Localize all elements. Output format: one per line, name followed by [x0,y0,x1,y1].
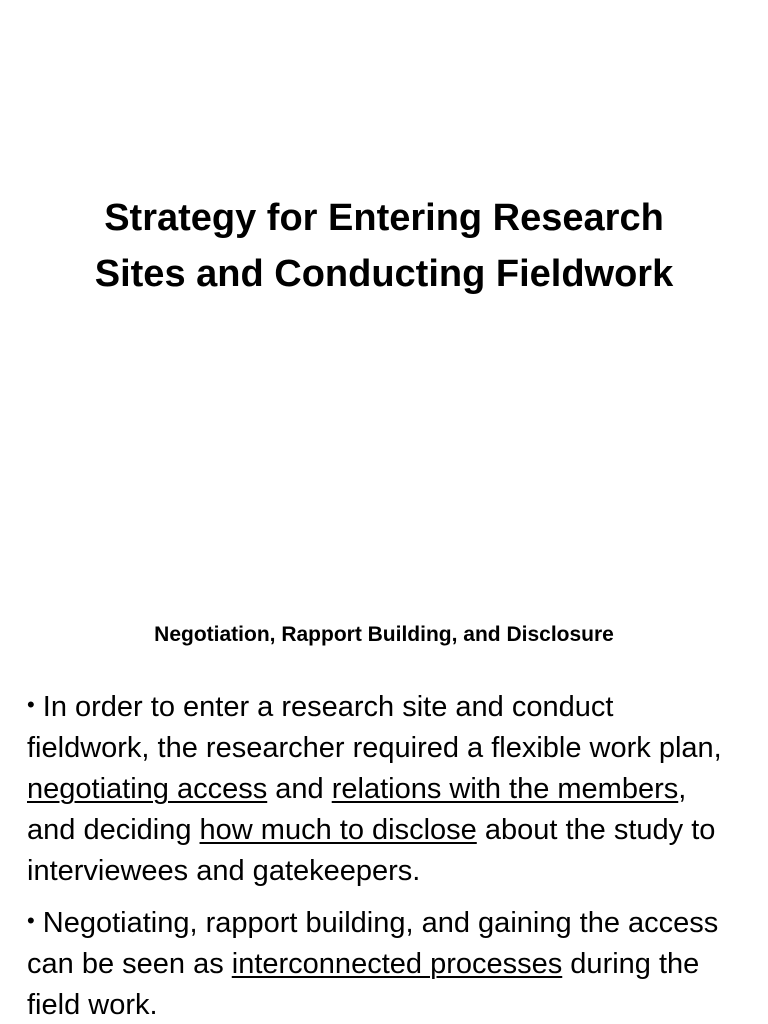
bullet1-text-4: about the study to interviewees and gatekeepers. [27,814,716,887]
bullet1-text-3: , and deciding [27,773,687,846]
slide-title [40,190,728,302]
bullet2-text-2: during the field work. [27,948,700,1021]
bullet-marker: • [27,908,35,933]
bullet2-underlined-1: interconnected processes [231,948,563,980]
bullet-item-2 [27,900,742,1024]
bullet2-text-1: Negotiating, rapport building, and gaining the access can be seen as [27,907,719,980]
bullet1-underlined-2: relations with the members [331,773,679,805]
bullet-marker: • [27,692,35,717]
bullet1-underlined-3: how much to disclose [199,814,477,846]
bullet1-text-2: and [267,773,332,805]
bullet1-text-1: In order to enter a research site and conduct fieldwork, the researcher required a flexible work plan, [27,691,722,764]
bullet-list [27,684,742,1024]
title-line-1: Strategy for Entering Research [104,197,664,239]
slide-subtitle: Negotiation, Rapport Building, and Disclosure [154,623,614,646]
title-line-2: Sites and Conducting Fieldwork [94,253,674,295]
bullet1-underlined-1: negotiating access [27,773,268,805]
bullet-item-1 [27,684,742,892]
